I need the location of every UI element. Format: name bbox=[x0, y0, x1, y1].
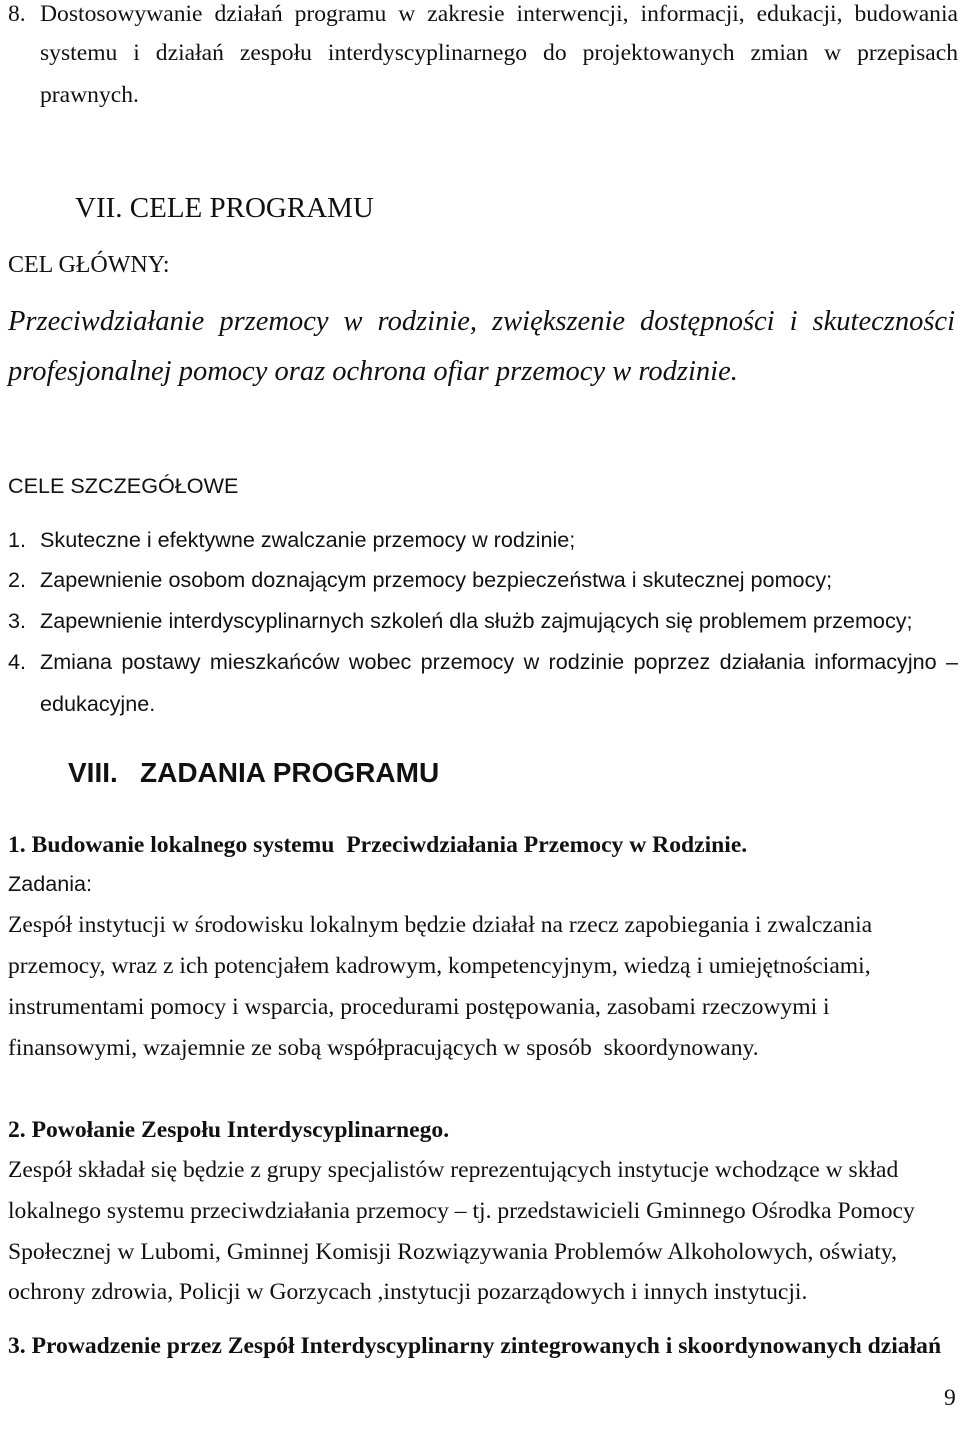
task-2-heading: 2. Powołanie Zespołu Interdyscyplinarnego. bbox=[8, 1117, 450, 1143]
chapter-vii-heading: VII. CELE PROGRAMU bbox=[75, 192, 374, 224]
list-item-text-line: edukacyjne. bbox=[40, 691, 156, 716]
task-2-paragraph-line: ochrony zdrowia, Policji w Gorzycach ,instytucji pozarządowych i innych instytucji. bbox=[8, 1279, 808, 1305]
task-1-paragraph-line: przemocy, wraz z ich potencjałem kadrowym, kompetencyjnym, wiedzą i umiejętnościami, bbox=[8, 953, 871, 979]
list-item-number: 1. bbox=[8, 527, 27, 552]
chapter-viii-number: VIII. bbox=[68, 757, 118, 788]
task-2-paragraph-line: Społecznej w Lubomi, Gminnej Komisji Rozwiązywania Problemów Alkoholowych, oświaty, bbox=[8, 1239, 898, 1265]
chapter-viii-heading: ZADANIA PROGRAMU bbox=[140, 757, 440, 788]
list-item-number: 4. bbox=[8, 649, 27, 674]
page-number: 9 bbox=[944, 1385, 956, 1411]
main-goal-text-line: profesjonalnej pomocy oraz ochrona ofiar przemocy w rodzinie. bbox=[8, 356, 738, 387]
main-goal-text-line: Przeciwdziałanie przemocy w rodzinie, zwiększenie dostępności i skuteczności bbox=[8, 306, 955, 337]
main-goal-label: CEL GŁÓWNY: bbox=[8, 252, 170, 278]
list-item-text-line: Zmiana postawy mieszkańców wobec przemocy w rodzinie poprzez działania informacyjno – bbox=[40, 649, 958, 674]
task-1-sublabel: Zadania: bbox=[8, 871, 93, 896]
task-2-paragraph-line: lokalnego systemu przeciwdziałania przemocy – tj. przedstawicieli Gminnego Ośrodka Pomocy bbox=[8, 1198, 915, 1224]
item-8-number: 8. bbox=[8, 1, 26, 27]
task-3-heading: 3. Prowadzenie przez Zespół Interdyscyplinarny zintegrowanych i skoordynowanych działań bbox=[8, 1333, 942, 1359]
task-1-paragraph-line: finansowymi, wzajemnie ze sobą współpracujących w sposób skoordynowany. bbox=[8, 1035, 759, 1061]
task-1-paragraph-line: instrumentami pomocy i wsparcia, procedurami postępowania, zasobami rzeczowymi i bbox=[8, 994, 830, 1020]
item-8-text-line: systemu i działań zespołu interdyscyplinarnego do projektowanych zmian w przepisach bbox=[40, 40, 958, 66]
item-8-text-line: prawnych. bbox=[40, 82, 139, 108]
task-1-heading: 1. Budowanie lokalnego systemu Przeciwdziałania Przemocy w Rodzinie. bbox=[8, 832, 748, 858]
list-item-number: 3. bbox=[8, 608, 27, 633]
specific-goals-label: CELE SZCZEGÓŁOWE bbox=[8, 473, 239, 498]
list-item-text-line: Zapewnienie interdyscyplinarnych szkoleń dla służb zajmujących się problemem przemocy; bbox=[40, 608, 913, 633]
task-2-paragraph-line: Zespół składał się będzie z grupy specjalistów reprezentujących instytucje wchodzące w skład bbox=[8, 1157, 899, 1183]
list-item-text-line: Zapewnienie osobom doznającym przemocy bezpieczeństwa i skutecznej pomocy; bbox=[40, 567, 833, 592]
list-item-text-line: Skuteczne i efektywne zwalczanie przemocy w rodzinie; bbox=[40, 527, 576, 552]
task-1-paragraph-line: Zespół instytucji w środowisku lokalnym będzie działał na rzecz zapobiegania i zwalczania bbox=[8, 912, 873, 938]
item-8-text-line: Dostosowywanie działań programu w zakresie interwencji, informacji, edukacji, budowania bbox=[40, 1, 958, 27]
list-item-number: 2. bbox=[8, 567, 27, 592]
